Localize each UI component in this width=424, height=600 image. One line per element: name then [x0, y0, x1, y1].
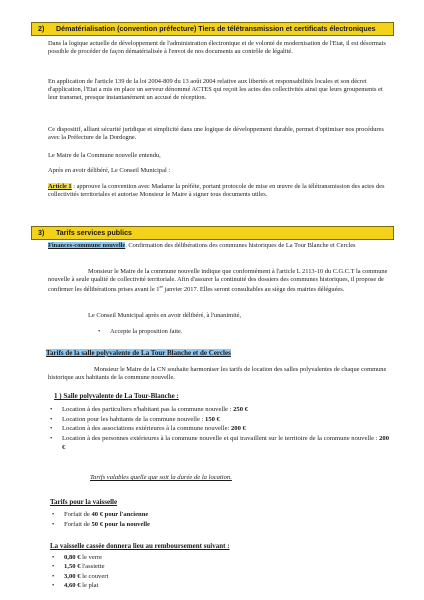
vaisselle-prefix: Forfait de: [64, 520, 92, 528]
section-2-article: [48, 183, 388, 199]
location-text: Location à des associations extérieures à la commune nouvelle:: [62, 425, 231, 433]
accept-list: [98, 328, 378, 336]
location-item: [50, 415, 390, 425]
article-1-text: : approuve la convention avec Madame la préfète, portant protocole de mise en œuvre de la télétransmission des actes des collectivités territoriales et autorise Monsieur le Maire à signer tous documents utiles.: [48, 183, 385, 199]
location-item: [50, 405, 390, 415]
section-2-title: Dématérialisation (convention préfecture) Tiers de télétransmission et certificats électroniques: [56, 25, 376, 33]
article-1-label: Article 1: [48, 183, 72, 190]
casse-heading: La vaisselle cassée donnera lieu au remboursement suivant :: [50, 542, 230, 550]
casse-item: [52, 562, 252, 571]
section-2-para-5: Après en avoir délibéré, Le Conseil Municipal :: [48, 167, 171, 174]
section-2-number: 2): [38, 25, 45, 33]
section-2-para-3: Ce dispositif, alliant sécurité juridique et simplicité dans une logique de développement durable, permet d'optimiser nos procédures avec la Préfecture de la Dordogne.: [48, 126, 384, 142]
casse-item: [52, 581, 252, 590]
location-price: 150 €: [205, 415, 220, 423]
location-item: [50, 424, 390, 434]
location-price: 200 €: [231, 425, 246, 433]
finances-label: Finances-commune nouvelle: [48, 242, 126, 249]
finances-paragraph: [48, 242, 388, 250]
section-3-number: 3): [38, 229, 45, 237]
vaisselle-price: 40 € pour l'ancienne: [91, 511, 149, 518]
tarifs-note: Tarifs valables quelle que soit la durée de la location.: [90, 474, 232, 481]
vaisselle-heading: Tarifs pour la vaisselle: [50, 498, 118, 506]
salle-heading: 1 ) Salle polyvalente de La Tour-Blanche :: [54, 392, 179, 400]
casse-label: le couvert: [80, 572, 109, 580]
location-text: Location à des particuliers n'habitant pas la commune nouvelle :: [62, 406, 234, 413]
section-3-banner: [31, 226, 394, 240]
vaisselle-item: [52, 520, 352, 530]
location-text: Location pour les habitants de la commune nouvelle :: [62, 415, 206, 423]
finances-text: . Confirmation des délibérations des communes historiques de La Tour Blanche et Cercles: [125, 242, 356, 249]
vaisselle-price: 50 € pour la nouvelle: [91, 520, 150, 528]
tarifs-heading: [46, 349, 286, 358]
casse-label: le plat: [80, 582, 99, 590]
cn-paragraph: Monsieur le Maire de la CN souhaite harmoniser les tarifs de location des salles polyvalentes de chaque commune historique aux habitants de la commune nouvelle.: [48, 366, 387, 382]
section-2-para-2: En application de l'article 139 de la loi 2004-809 du 13 août 2004 relative aux libertés et responsabilités locales et son décret d'application, l'Etat a mis en place un serveur dénommé ACTES qui reçoit les actes des collectivités ainsi que leurs groupements et leur transmet, presque instantanément un accusé de réception.: [48, 78, 383, 102]
section-2-banner: [31, 22, 394, 36]
location-price: 200 €: [62, 434, 390, 452]
vaisselle-prefix: Forfait de: [64, 511, 92, 518]
maire-text-end: janvier 2017. Elles seront consultables au siège des mairies déléguées.: [162, 286, 345, 294]
conseil-paragraph: Le Conseil Municipal après en avoir délibéré, à l'unanimité,: [88, 312, 242, 319]
casse-list: [52, 553, 252, 590]
section-2-para-4: Le Maire de la Commune nouvelle entendu,: [48, 152, 161, 159]
maire-paragraph: [48, 268, 388, 295]
casse-price: 4,60 €: [64, 582, 81, 590]
maire-text: Monsieur le Maire de la commune nouvelle indique que conformément à l'article L 2113-10 du C.G.C.T la commune nouvelle à seule qualité de collectivité territoriale. Afin d'assurer la continuité des dossiers des communes historiques, il propose de confirmer les délibérations prises avant le 1: [48, 268, 388, 294]
vaisselle-list: [52, 510, 352, 529]
tarifs-heading-text: Tarifs de la salle polyvalente de La Tour Blanche et de Cercles: [46, 349, 231, 357]
casse-item: [52, 553, 252, 562]
location-item: [50, 434, 390, 453]
casse-price: 3,00 €: [64, 572, 81, 580]
casse-label: le verre: [80, 554, 103, 561]
location-price: 250 €: [233, 406, 248, 413]
location-list: [50, 405, 390, 453]
section-3-title: Tarifs services publics: [56, 229, 132, 237]
location-text: Location à des personnes extérieures à la commune nouvelle et qui travaillent sur le territoire de la commune nouvelle :: [62, 434, 380, 442]
casse-item: [52, 572, 252, 581]
casse-label: l'assiette: [80, 563, 105, 571]
section-2-para-1: Dans la logique actuelle de développement de l'administration électronique et de volonté de modernisation de l'Etat, il est désormais possible de procéder de façon dématérialisée à l'envoi de nos documents au contrôle de légalité.: [48, 40, 386, 56]
casse-price: 0,80 €: [64, 554, 81, 561]
maire-sup: er: [159, 284, 163, 290]
casse-price: 1,50 €: [64, 563, 81, 571]
accept-item: • Accepte la proposition faite.: [98, 328, 378, 336]
vaisselle-item: [52, 510, 352, 520]
